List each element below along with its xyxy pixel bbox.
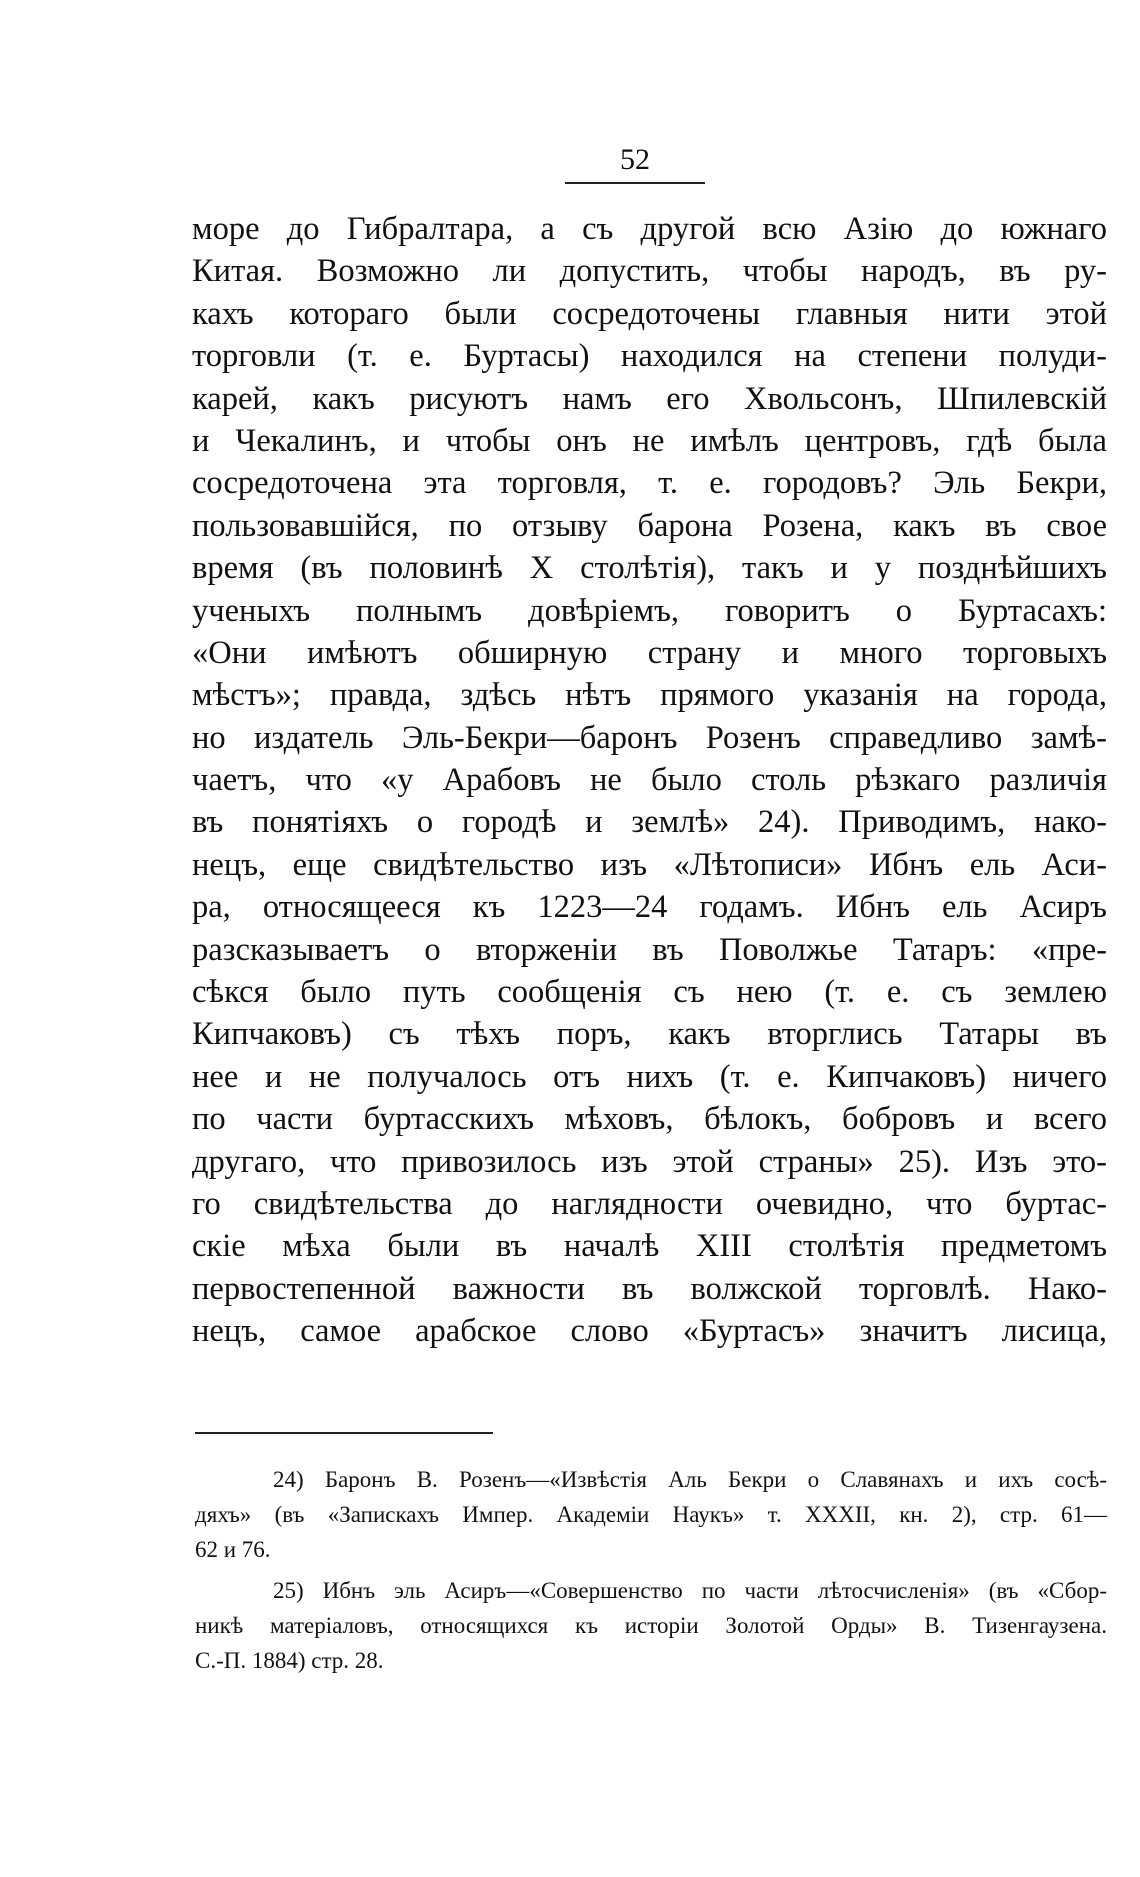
header-rule: [565, 182, 705, 184]
footnote-line: 25) Ибнъ эль Асиръ—«Совершенство по части лѣтосчисленія» (въ «Сбор-: [273, 1578, 1107, 1603]
body-line: нецъ, самое арабское слово «Буртасъ» значитъ лисица,: [192, 1313, 1107, 1350]
body-line: скіе мѣха были въ началѣ XIII столѣтія предметомъ: [192, 1228, 1107, 1265]
footnote-rule: [195, 1432, 493, 1434]
body-line: сѣкся было путь сообщенія съ нею (т. е. съ землею: [192, 974, 1107, 1011]
body-line: мѣстъ»; правда, здѣсь нѣтъ прямого указанія на города,: [192, 677, 1107, 714]
body-line: нецъ, еще свидѣтельство изъ «Лѣтописи» Ибнъ ель Аси-: [192, 846, 1107, 883]
body-line: сосредоточена эта торговля, т. е. городовъ? Эль Бекри,: [192, 465, 1107, 502]
body-line: Китая. Возможно ли допустить, чтобы народъ, въ ру-: [192, 253, 1107, 290]
body-line: время (въ половинѣ X столѣтія), такъ и у позднѣйшихъ: [192, 550, 1107, 587]
body-line: Кипчаковъ) съ тѣхъ поръ, какъ вторглись Татары въ: [192, 1016, 1107, 1053]
body-line: чаетъ, что «у Арабовъ не было столь рѣзкаго различія: [192, 762, 1107, 799]
body-line: по части буртасскихъ мѣховъ, бѣлокъ, бобровъ и всего: [192, 1101, 1107, 1138]
body-line: первостепенной важности въ волжской торговлѣ. Нако-: [192, 1270, 1107, 1307]
page-number: 52: [620, 143, 650, 176]
body-line: нее и не получалось отъ нихъ (т. е. Кипчаковъ) ничего: [192, 1058, 1107, 1095]
body-line: и Чекалинъ, и чтобы онъ не имѣлъ центровъ, гдѣ была: [192, 422, 1107, 459]
footnote-line: 24) Баронъ В. Розенъ—«Извѣстія Аль Бекри о Славянахъ и ихъ сосѣ-: [273, 1467, 1107, 1492]
footnotes: [195, 1462, 1107, 1678]
body-line: ра, относящееся къ 1223—24 годамъ. Ибнъ ель Асиръ: [192, 889, 1107, 926]
body-line: го свидѣтельства до наглядности очевидно, что буртас-: [192, 1185, 1107, 1222]
body-line: кахъ котораго были сосредоточены главныя нити этой: [192, 295, 1107, 332]
body-line: карей, какъ рисуютъ намъ его Хвольсонъ, Шпилевскій: [192, 380, 1107, 417]
body-text: [192, 208, 1107, 1353]
body-line: другаго, что привозилось изъ этой страны» 25). Изъ это-: [192, 1143, 1107, 1180]
body-line: море до Гибралтара, а съ другой всю Азію до южнаго: [192, 211, 1107, 247]
body-line: торговли (т. е. Буртасы) находился на степени полуди-: [192, 338, 1107, 375]
footnote-line: 62 и 76.: [195, 1537, 271, 1562]
body-line: ученыхъ полнымъ довѣріемъ, говоритъ о Буртасахъ:: [192, 592, 1107, 629]
body-line: въ понятіяхъ о городѣ и землѣ» 24). Приводимъ, нако-: [192, 804, 1107, 841]
footnote-line: С.-П. 1884) стр. 28.: [195, 1648, 384, 1673]
body-line: разсказываетъ о вторженіи въ Поволжье Татаръ: «пре-: [192, 931, 1107, 968]
footnote-line: никѣ матеріаловъ, относящихся къ исторіи Золотой Орды» В. Тизенгаузена.: [195, 1613, 1107, 1638]
footnote-line: дяхъ» (въ «Запискахъ Импер. Академіи Наукъ» т. XXXII, кн. 2), стр. 61—: [195, 1502, 1107, 1527]
body-line: «Они имѣютъ обширную страну и много торговыхъ: [192, 634, 1107, 671]
body-line: но издатель Эль-Бекри—баронъ Розенъ справедливо замѣ-: [192, 719, 1107, 756]
body-line: пользовавшійся, по отзыву барона Розена, какъ въ свое: [192, 507, 1107, 544]
